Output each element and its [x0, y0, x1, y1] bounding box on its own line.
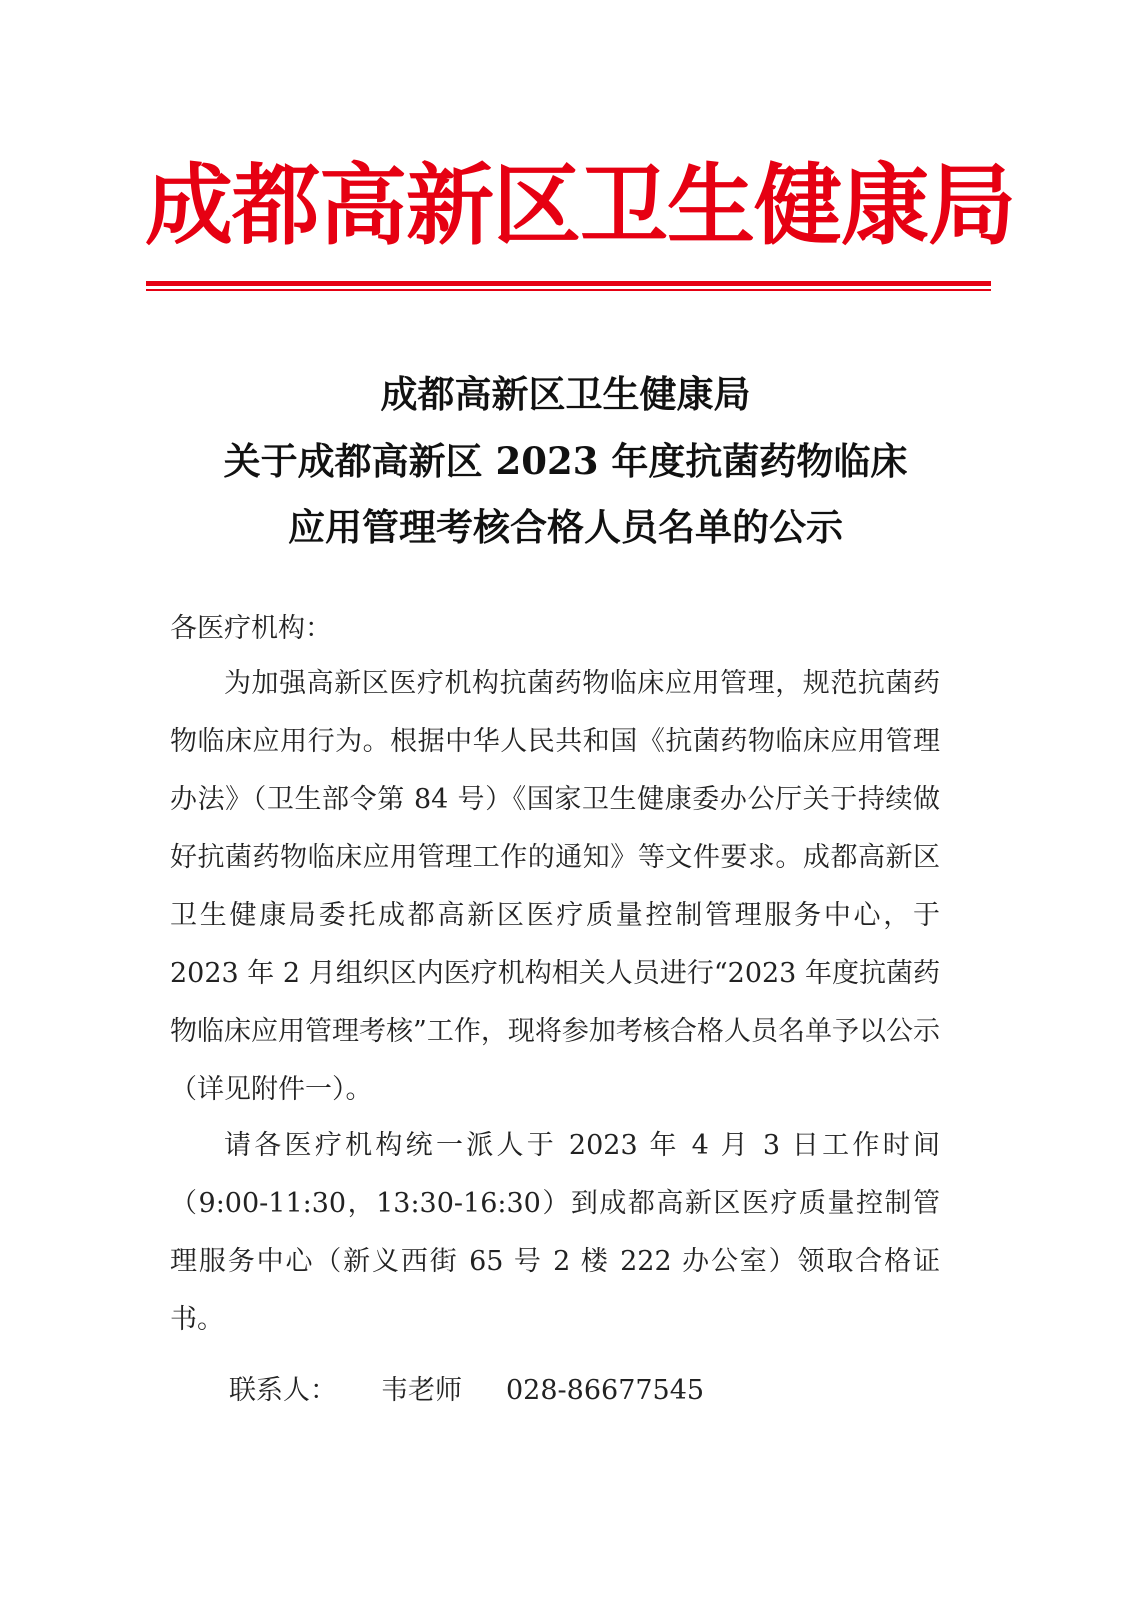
masthead-red-rule-thin	[146, 289, 991, 291]
document-title-line-3: 应用管理考核合格人员名单的公示	[288, 505, 843, 549]
body-paragraph-2: 请各医疗机构统一派人于 2023 年 4 月 3 日工作时间（9:00-11:30，13:30-16:30）到成都高新区医疗质量控制管理服务中心（新义西街 65 号 2 楼 222 办公室）领取合格证书。	[170, 1130, 940, 1335]
document-title-line-1: 成都高新区卫生健康局	[380, 372, 751, 416]
contact-phone: 028-86677545	[506, 1375, 705, 1406]
salutation: 各医疗机构：	[170, 613, 332, 644]
masthead-red-rule-thick	[146, 281, 991, 286]
contact-line	[229, 1362, 704, 1420]
contact-label: 联系人：	[229, 1375, 337, 1406]
contact-name: 韦老师	[381, 1375, 462, 1406]
masthead-org-name: 成都高新区卫生健康局	[145, 153, 1016, 257]
document-title-line-2: 关于成都高新区 2023 年度抗菌药物临床	[223, 439, 908, 483]
body-paragraph-1: 为加强高新区医疗机构抗菌药物临床应用管理，规范抗菌药物临床应用行为。根据中华人民共和国《抗菌药物临床应用管理办法》（卫生部令第 84 号）《国家卫生健康委办公厅关于持续做好抗菌药物临床应用管理工作的通知》等文件要求。成都高新区卫生健康局委托成都高新区医疗质量控制管理服务中心，于 2023 年 2 月组织区内医疗机构相关人员进行“2023 年度抗菌药物临床应用管理考核”工作，现将参加考核合格人员名单予以公示（详见附件一）。	[170, 668, 940, 1105]
